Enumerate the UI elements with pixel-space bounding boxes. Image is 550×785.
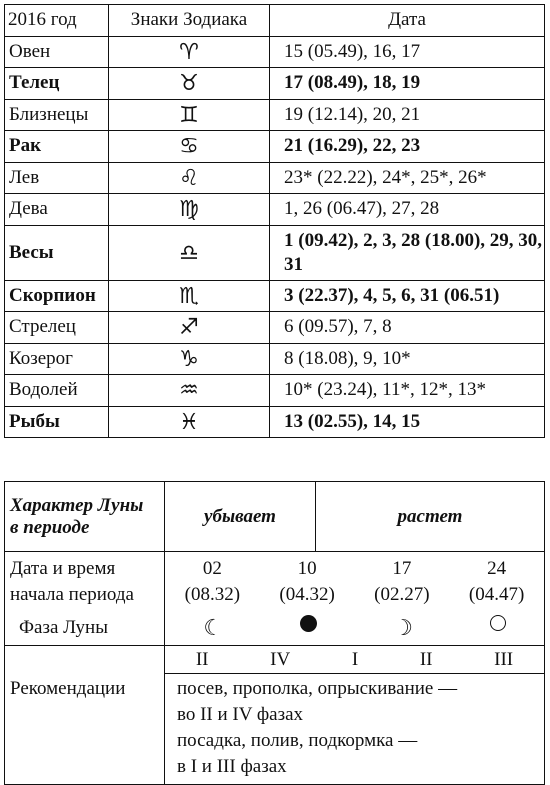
zodiac-symbol-icon: ♍︎ — [109, 194, 270, 226]
recommendations-text — [165, 674, 545, 785]
zodiac-symbol-icon: ♒︎ — [109, 375, 270, 407]
sign-dates: 10* (23.24), 11*, 12*, 13* — [270, 375, 545, 407]
quarters-label-cell — [5, 646, 165, 674]
quarters — [165, 646, 545, 674]
sign-name: Дева — [5, 194, 109, 226]
sign-name: Козерог — [5, 343, 109, 375]
waning-label: убывает — [204, 505, 276, 527]
sign-name: Овен — [5, 36, 109, 68]
period-day: 24 — [487, 557, 507, 579]
period-time: (08.32) — [184, 583, 241, 605]
sign-name: Весы — [5, 225, 109, 280]
sign-dates: 17 (08.49), 18, 19 — [270, 68, 545, 100]
sign-name: Скорпион — [5, 280, 109, 312]
zodiac-row — [5, 68, 545, 100]
zodiac-symbol-icon: ♑︎ — [109, 343, 270, 375]
period-dates-row — [165, 556, 544, 608]
quarter-label: III — [494, 648, 514, 670]
period-time: (02.27) — [374, 583, 430, 605]
zodiac-row — [5, 131, 545, 163]
zodiac-symbol-icon: ♈︎ — [109, 36, 270, 68]
sign-name: Близнецы — [5, 99, 109, 131]
moon-character-label-line2: в периоде — [10, 516, 90, 538]
recommendation-line: в I и III фазах — [177, 756, 287, 777]
sign-dates: 1, 26 (06.47), 27, 28 — [270, 194, 545, 226]
sign-dates: 6 (09.57), 7, 8 — [270, 312, 545, 344]
zodiac-row — [5, 343, 545, 375]
period-start — [185, 556, 240, 608]
sign-dates: 21 (16.29), 22, 23 — [270, 131, 545, 163]
period-day: 10 — [297, 557, 317, 579]
moon-character-label-line1: Характер Луны — [10, 494, 144, 516]
period-time: (04.47) — [468, 583, 525, 605]
sign-dates: 13 (02.55), 14, 15 — [270, 406, 545, 438]
zodiac-row — [5, 99, 545, 131]
sign-name: Рак — [5, 131, 109, 163]
sign-dates: 15 (05.49), 16, 17 — [270, 36, 545, 68]
new-moon-icon — [300, 615, 317, 641]
waxing-crescent-icon: ☽ — [393, 615, 414, 641]
zodiac-row — [5, 36, 545, 68]
quarter-label: II — [419, 648, 433, 670]
quarter-label: I — [351, 648, 359, 670]
zodiac-symbol-icon: ♎︎ — [109, 225, 270, 280]
zodiac-symbol-icon: ♐︎ — [109, 312, 270, 344]
zodiac-table — [4, 4, 545, 438]
sign-dates: 19 (12.14), 20, 21 — [270, 99, 545, 131]
zodiac-symbol-icon: ♉︎ — [109, 68, 270, 100]
zodiac-rows — [5, 36, 545, 438]
zodiac-row — [5, 406, 545, 438]
sign-dates: 3 (22.37), 4, 5, 6, 31 (06.51) — [270, 280, 545, 312]
recommendation-line: посев, прополка, опрыскивание — — [177, 678, 458, 699]
waxing-cell — [316, 482, 545, 552]
recommendation-line: посадка, полив, подкормка — — [177, 730, 418, 751]
quarter-label: IV — [270, 648, 291, 670]
sign-name: Рыбы — [5, 406, 109, 438]
period-start — [279, 556, 334, 608]
period-start-label-line2: начала периода — [10, 583, 134, 605]
sign-name: Телец — [5, 68, 109, 100]
phase-label: Фаза Луны — [5, 612, 165, 646]
sign-dates: 8 (18.08), 9, 10* — [270, 343, 545, 375]
phase-icons — [165, 612, 545, 646]
header-year: 2016 год — [5, 5, 109, 37]
zodiac-symbol-icon: ♊︎ — [109, 99, 270, 131]
period-dates — [165, 552, 545, 612]
zodiac-symbol-icon: ♓︎ — [109, 406, 270, 438]
sign-dates: 1 (09.42), 2, 3, 28 (18.00), 29, 30, 31 — [270, 225, 545, 280]
period-start-label-line1: Дата и время — [10, 557, 116, 579]
period-day: 17 — [392, 557, 412, 579]
recommendations-label: Рекомендации — [5, 674, 165, 785]
zodiac-row — [5, 225, 545, 280]
zodiac-symbol-icon: ♏︎ — [109, 280, 270, 312]
period-start — [469, 556, 524, 608]
waning-crescent-icon: ☾ — [203, 615, 224, 641]
moon-character-label — [5, 482, 165, 552]
header-date: Дата — [270, 5, 545, 37]
waning-cell — [165, 482, 316, 552]
waxing-label: растет — [397, 505, 463, 527]
zodiac-symbol-icon: ♋︎ — [109, 131, 270, 163]
quarters-row — [165, 649, 544, 671]
phase-icons-row — [165, 615, 544, 641]
zodiac-row — [5, 194, 545, 226]
period-start — [374, 556, 429, 608]
quarter-label: II — [195, 648, 209, 670]
zodiac-row — [5, 312, 545, 344]
moon-phase-table — [4, 481, 545, 785]
header-signs: Знаки Зодиака — [109, 5, 270, 37]
full-moon-icon — [490, 615, 506, 641]
period-day: 02 — [202, 557, 222, 579]
zodiac-row — [5, 162, 545, 194]
zodiac-row — [5, 375, 545, 407]
zodiac-row — [5, 280, 545, 312]
sign-name: Стрелец — [5, 312, 109, 344]
period-start-label — [5, 552, 165, 612]
sign-name: Водолей — [5, 375, 109, 407]
sign-dates: 23* (22.22), 24*, 25*, 26* — [270, 162, 545, 194]
recommendation-line: во II и IV фазах — [177, 704, 304, 725]
period-time: (04.32) — [279, 583, 335, 605]
sign-name: Лев — [5, 162, 109, 194]
zodiac-symbol-icon: ♌︎ — [109, 162, 270, 194]
